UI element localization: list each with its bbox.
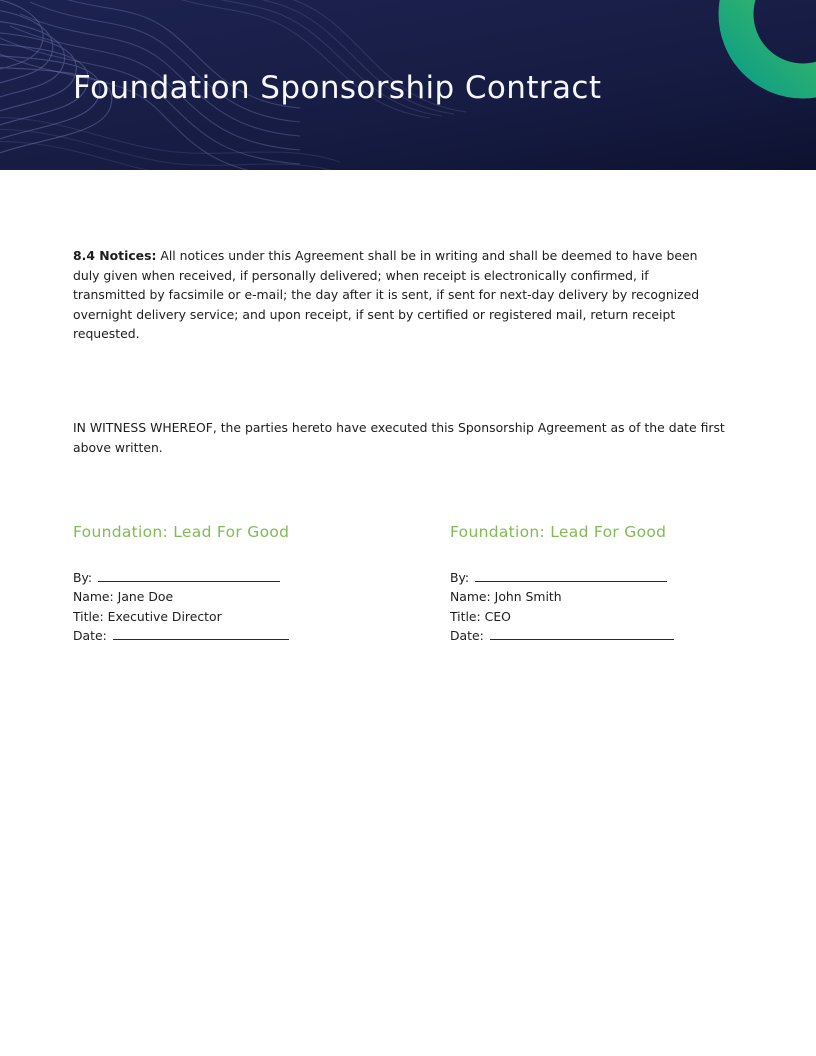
signature-right-date-rule[interactable] <box>490 627 674 640</box>
signature-right-name-value: John Smith <box>494 589 562 605</box>
signature-left-heading: Foundation: Lead For Good <box>73 523 290 541</box>
signature-right-date-label: Date: <box>450 628 488 644</box>
signature-left-by-rule[interactable] <box>98 569 280 582</box>
green-ring-graphic <box>736 0 816 81</box>
signature-right-title-label: Title: <box>450 608 485 624</box>
signature-left-title-line <box>73 607 403 626</box>
signature-right-title-value: CEO <box>484 608 511 624</box>
clause-8-4-label: 8.4 Notices: <box>73 248 157 263</box>
document-body <box>0 170 816 1056</box>
clause-8-4-notices <box>73 246 725 344</box>
signature-block-right <box>450 522 780 646</box>
signature-right-fields <box>450 568 780 646</box>
signature-right-title-line <box>450 607 780 626</box>
signature-left-title-value: Executive Director <box>107 608 222 624</box>
signature-right-by-line <box>450 568 780 587</box>
signature-left-date-line <box>73 626 403 645</box>
signature-left-by-line <box>73 568 403 587</box>
document-header-banner <box>0 0 816 170</box>
signature-block-left <box>73 522 403 646</box>
signature-left-by-label: By: <box>73 570 97 585</box>
signature-right-name-label: Name: <box>450 589 495 605</box>
witness-paragraph: IN WITNESS WHEREOF, the parties hereto have executed this Sponsorship Agreement as of the date first above written. <box>73 420 725 455</box>
contour-lines-lower-icon <box>0 117 348 170</box>
page-title: Foundation Sponsorship Contract <box>73 70 602 106</box>
signature-left-date-rule[interactable] <box>113 627 289 640</box>
signature-left-name-value: Jane Doe <box>117 589 174 605</box>
signature-left-fields <box>73 568 403 646</box>
signature-left-title-label: Title: <box>73 608 108 624</box>
signature-row <box>0 522 816 642</box>
signature-right-by-label: By: <box>450 570 474 585</box>
signature-right-date-line <box>450 626 780 645</box>
clause-8-4-text: All notices under this Agreement shall be in writing and shall be deemed to have been duly given when received, if personally delivered; when receipt is electronically confirmed, if transmitted by facsimile or e-mail; the day after it is sent, if sent for next-day delivery by recognized overnight delivery service; and upon receipt, if sent by certified or registered mail, return receipt requested. <box>73 248 700 342</box>
signature-right-heading: Foundation: Lead For Good <box>450 523 667 541</box>
signature-left-name-label: Name: <box>73 589 118 605</box>
signature-left-name-line <box>73 587 403 606</box>
signature-right-name-line <box>450 587 780 606</box>
signature-left-date-label: Date: <box>73 628 111 644</box>
signature-right-by-rule[interactable] <box>475 569 667 582</box>
